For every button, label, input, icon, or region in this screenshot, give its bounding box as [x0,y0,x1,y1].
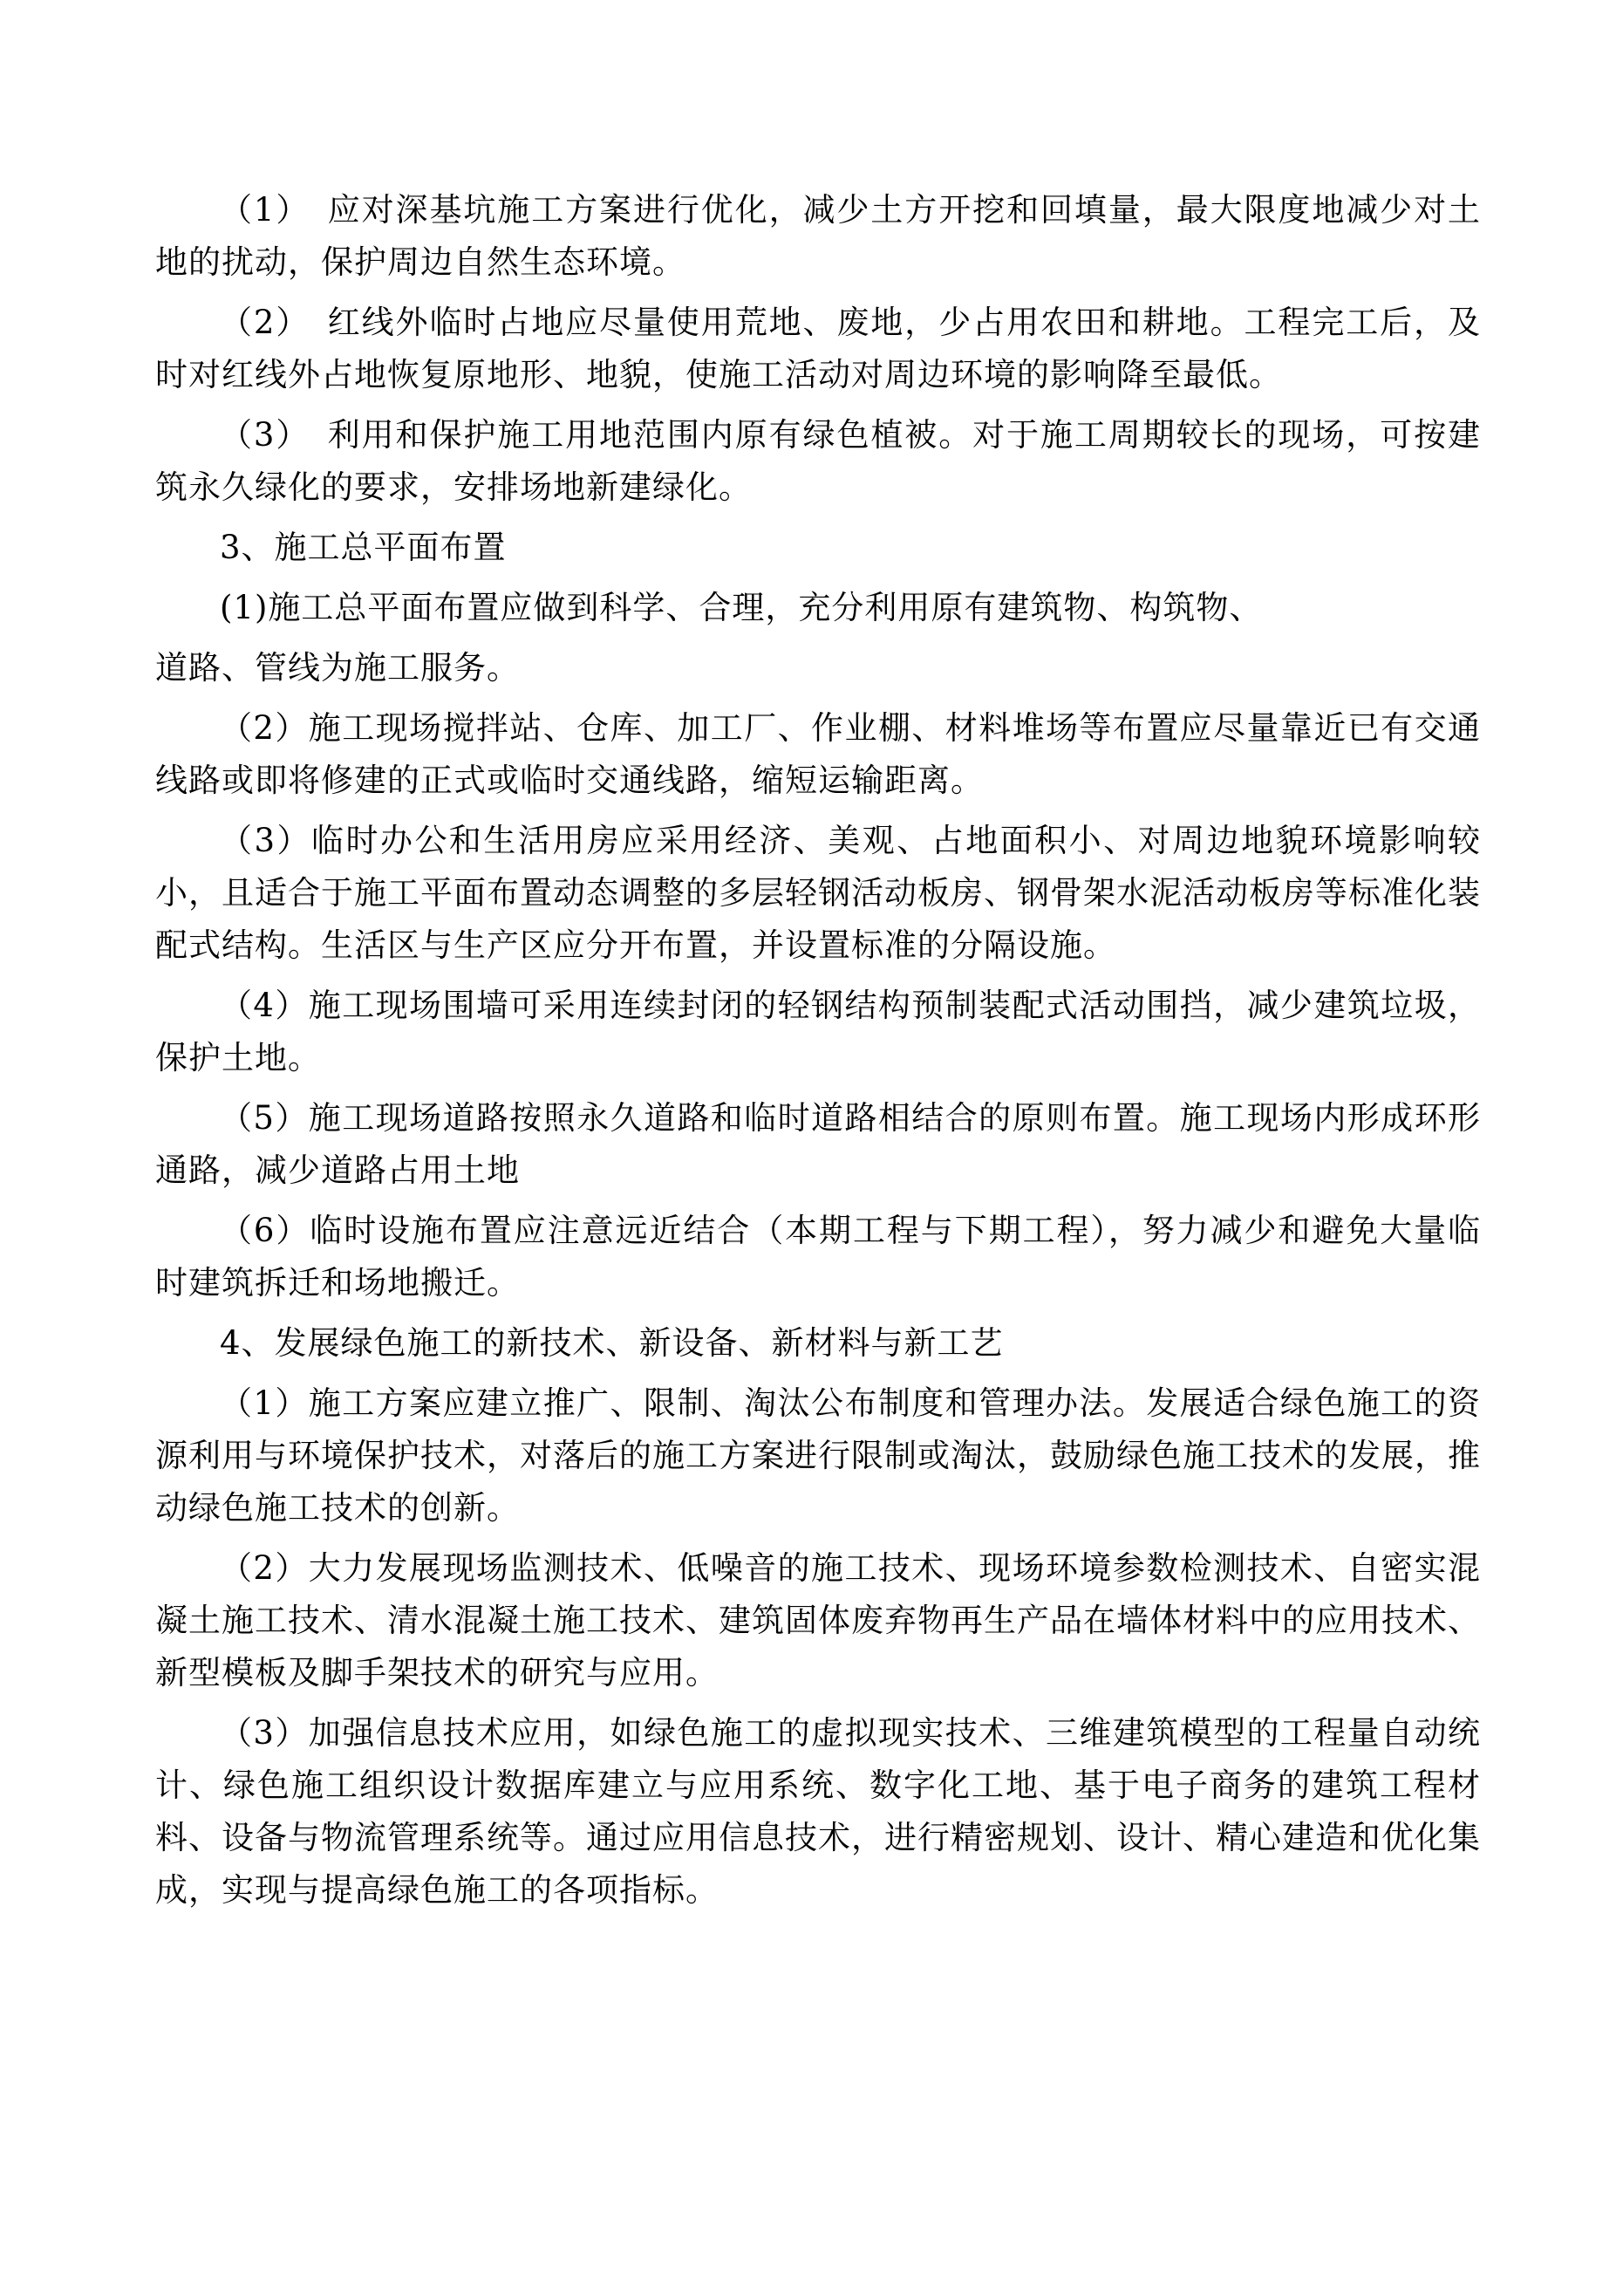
paragraph-1: （1） 应对深基坑施工方案进行优化，减少土方开挖和回填量，最大限度地减少对土地的扰动，保护周边自然生态环境。 [155,191,1481,281]
paragraph-4: (1)施工总平面布置应做到科学、合理，充分利用原有建筑物、构筑物、 [220,589,1263,626]
paragraph-7: （4）施工现场围墙可采用连续封闭的轻钢结构预制装配式活动围挡，减少建筑垃圾，保护土地。 [155,987,1481,1076]
paragraph-8: （5）施工现场道路按照永久道路和临时道路相结合的原则布置。施工现场内形成环形通路，减少道路占用土地 [155,1099,1481,1189]
paragraph-2: （2） 红线外临时占地应尽量使用荒地、废地，少占用农田和耕地。工程完工后，及时对红线外占地恢复原地形、地貌，使施工活动对周边环境的影响降至最低。 [155,304,1481,393]
paragraph-10: （1）施工方案应建立推广、限制、淘汰公布制度和管理办法。发展适合绿色施工的资源利用与环境保护技术，对落后的施工方案进行限制或淘汰，鼓励绿色施工技术的发展，推动绿色施工技术的创新。 [155,1384,1481,1527]
paragraph-9: （6）临时设施布置应注意远近结合（本期工程与下期工程），努力减少和避免大量临时建筑拆迁和场地搬迁。 [155,1212,1481,1302]
paragraph-5: （2）施工现场搅拌站、仓库、加工厂、作业棚、材料堆场等布置应尽量靠近已有交通线路或即将修建的正式或临时交通线路，缩短运输距离。 [155,709,1481,799]
paragraph-6: （3）临时办公和生活用房应采用经济、美观、占地面积小、对周边地貌环境影响较小，且适合于施工平面布置动态调整的多层轻钢活动板房、钢骨架水泥活动板房等标准化装配式结构。生活区与生产区应分开布置，并设置标准的分隔设施。 [155,822,1481,964]
document-page [155,0,1481,2296]
section-heading-4: 4、发展绿色施工的新技术、新设备、新材料与新工艺 [220,1324,1004,1362]
paragraph-4-continued: 道路、管线为施工服务。 [155,649,520,687]
paragraph-11: （2）大力发展现场监测技术、低噪音的施工技术、现场环境参数检测技术、自密实混凝土施工技术、清水混凝土施工技术、建筑固体废弃物再生产品在墙体材料中的应用技术、新型模板及脚手架技术的研究与应用。 [155,1549,1481,1691]
paragraph-12: （3）加强信息技术应用，如绿色施工的虚拟现实技术、三维建筑模型的工程量自动统计、绿色施工组织设计数据库建立与应用系统、数字化工地、基于电子商务的建筑工程材料、设备与物流管理系统等。通过应用信息技术，进行精密规划、设计、精心建造和优化集成，实现与提高绿色施工的各项指标。 [155,1714,1481,1909]
section-heading-3: 3、施工总平面布置 [220,529,507,566]
paragraph-3: （3） 利用和保护施工用地范围内原有绿色植被。对于施工周期较长的现场，可按建筑永久绿化的要求，安排场地新建绿化。 [155,416,1481,506]
